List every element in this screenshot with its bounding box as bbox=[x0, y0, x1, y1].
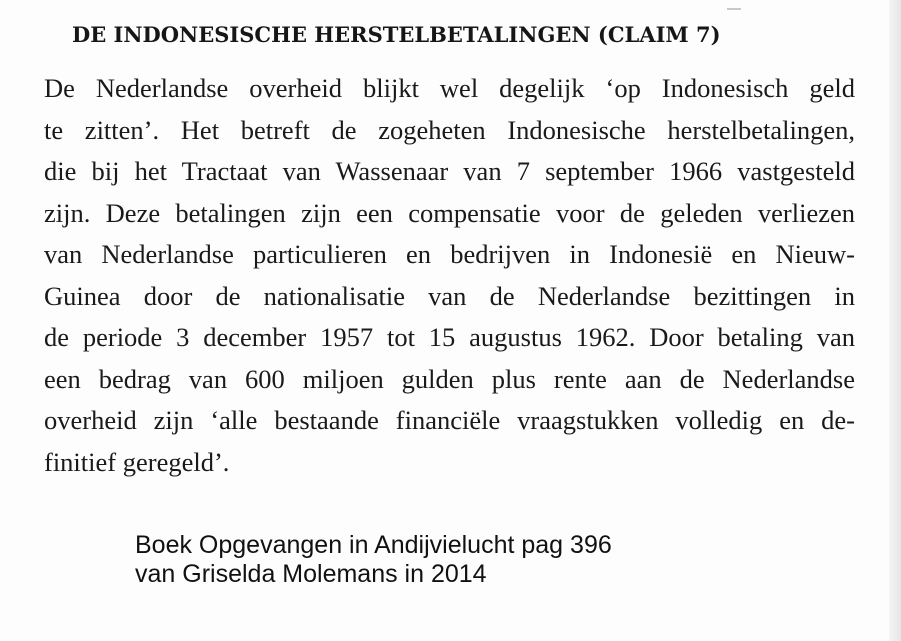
text-line: overheid zijn ‘alle bestaande financiële vraagstukken volledig en de- bbox=[44, 405, 855, 435]
source-caption bbox=[135, 531, 612, 589]
page-edge-shadow bbox=[889, 0, 901, 641]
text-line: een bedrag van 600 miljoen gulden plus rente aan de Nederlandse bbox=[44, 363, 855, 394]
text-line: Guinea door de nationalisatie van de Nederlandse bezittingen in bbox=[44, 280, 855, 311]
text-line: die bij het Tractaat van Wassenaar van 7 september 1966 vastgesteld bbox=[44, 156, 855, 186]
text-line: te zitten’. Het betreft de zogeheten Indonesische herstelbetalingen, bbox=[44, 114, 855, 145]
body-paragraph bbox=[44, 68, 855, 483]
scan-mark bbox=[727, 8, 741, 10]
caption-line-book: Boek Opgevangen in Andijvielucht pag 396 bbox=[135, 531, 612, 559]
text-line-last: finitief geregeld’. bbox=[44, 446, 230, 477]
text-line: van Nederlandse particulieren en bedrijven in Indonesië en Nieuw- bbox=[44, 239, 855, 269]
text-line: de periode 3 december 1957 tot 15 augustus 1962. Door betaling van bbox=[44, 322, 855, 352]
text-line: zijn. Deze betalingen zijn een compensatie voor de geleden verliezen bbox=[44, 197, 855, 228]
section-heading: DE INDONESISCHE HERSTELBETALINGEN (CLAIM 7) bbox=[72, 22, 721, 47]
caption-line-author: van Griselda Molemans in 2014 bbox=[135, 560, 487, 588]
text-line: De Nederlandse overheid blijkt wel degelijk ‘op Indonesisch geld bbox=[44, 73, 855, 103]
